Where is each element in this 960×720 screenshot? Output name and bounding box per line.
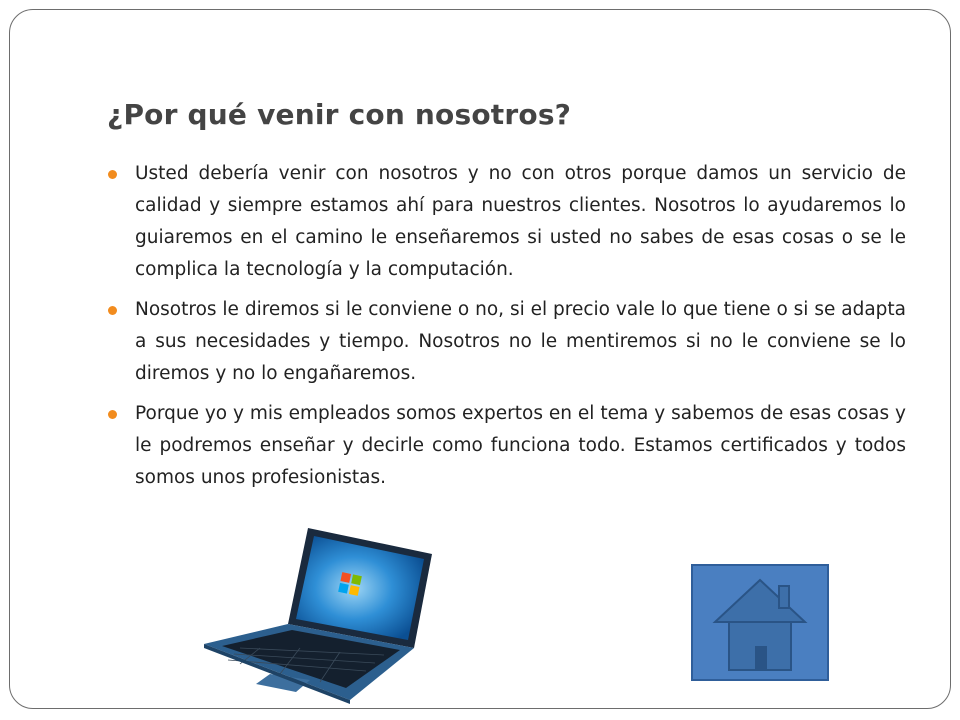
bullet-dot-icon [108,410,117,419]
bullet-list [108,158,906,502]
bullet-text: Usted debería venir con nosotros y no con otros porque damos un servicio de calidad y siempre estamos ahí para nuestros clientes. Nosotros lo ayudaremos lo guiaremos en el camino le enseñaremos si usted no sabes de esas cosas o se le complica la tecnología y la computación. [135,163,906,280]
bullet-text: Porque yo y mis empleados somos expertos en el tema y sabemos de esas cosas y le podremos enseñar y decirle como funciona todo. Estamos certificados y todos somos unos profesionistas. [135,403,906,488]
laptop-image [200,524,435,704]
bullet-item [108,398,906,494]
bullet-item [108,294,906,390]
bullet-dot-icon [108,170,117,179]
slide-title: ¿Por qué venir con nosotros? [107,98,572,131]
bullet-text: Nosotros le diremos si le conviene o no, si el precio vale lo que tiene o si se adapta a sus necesidades y tiempo. Nosotros no le mentiremos si no le conviene se lo diremos y no lo engañaremos. [135,299,906,384]
home-button[interactable] [691,564,829,681]
home-icon [693,566,827,679]
bullet-item [108,158,906,286]
bullet-dot-icon [108,306,117,315]
